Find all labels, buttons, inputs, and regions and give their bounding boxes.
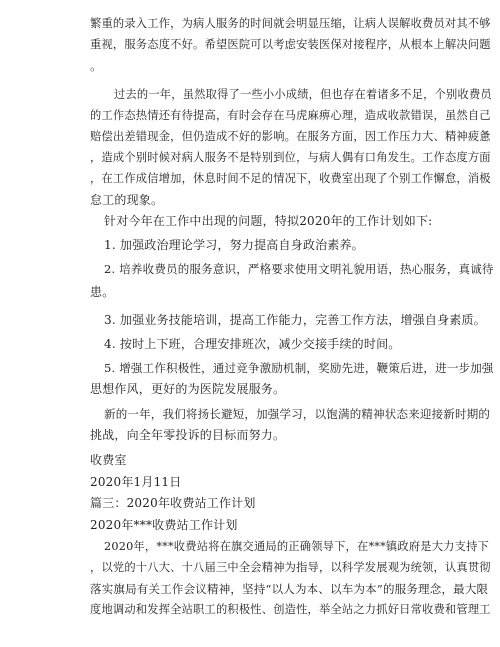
- section-heading: 篇三：2020年收费站工作计划: [90, 496, 256, 510]
- text-line: 新的一年，我们将扬长避短，加强学习，以饱满的精神状态来迎接新时期的: [104, 407, 491, 421]
- text-line: 思想作风，更好的为医院发展服务。: [90, 382, 286, 396]
- text-line: 挑战，向全年零投诉的目标而努力。: [90, 428, 286, 442]
- list-item: 4. 按时上下班，合理安排班次，减少交接手续的时间。: [104, 337, 401, 351]
- text-line: 重视，服务态度不好。希望医院可以考虑安装医保对接程序，从根本上解决问题: [90, 38, 491, 51]
- text-line: 落实旗局有关工作会议精神，坚持“以人为本、以车为本”的服务理念，最大限: [90, 582, 489, 596]
- text-line: ，在工作成信增加，休息时间不足的情况下，收费室出现了个别工作懈怠，消极: [90, 172, 491, 185]
- text-line: 患。: [90, 285, 115, 299]
- text-line: 的工作态热情还有待提高，有时会存在马虎麻痹心理，造成收款错误，虽然自己: [90, 109, 491, 122]
- text-line: 繁重的录入工作，为病人服务的时间就会明显压缩，让病人误解收费员对其不够: [90, 17, 491, 30]
- text-line: 。: [90, 59, 103, 73]
- text-line: ，以党的十八大、十八届三中全会精神为指导，以科学发展观为统领，认真贯彻: [90, 561, 491, 574]
- text-line: 怠工的现象。: [90, 193, 164, 207]
- text-line: ，造成个别时候对病人服务不是特别到位，与病人偶有口角发生。工作态度方面: [90, 151, 491, 164]
- text-line: 度地调动和发挥全站职工的积极性、创造性，举全站之力抓好日常收费和管理工: [90, 603, 491, 616]
- signature-department: 收费室: [90, 453, 127, 467]
- text-line: 2020年，***收费站将在旗交通局的正确领导下，在***镇政府是大力支持下: [104, 540, 489, 553]
- section-title: 2020年***收费站工作计划: [90, 518, 238, 532]
- list-item: 3. 加强业务技能培训，提高工作能力，完善工作方法，增强自身素质。: [104, 313, 486, 327]
- text-line: 针对今年在工作中出现的问题，特拟2020年的工作计划如下:: [104, 214, 433, 228]
- signature-date: 2020年1月11日: [90, 475, 182, 489]
- text-line: 过去的一年，虽然取得了一些小小成绩，但也存在着诸多不足，个别收费员: [114, 88, 492, 101]
- list-item: 5. 增强工作积极性，通过竞争激励机制，奖励先进，鞭策后进，进一步加强: [104, 361, 494, 375]
- list-item: 2. 培养收费员的服务意识，严格要求使用文明礼貌用语，热心服务，真诚待: [104, 262, 494, 276]
- list-item: 1. 加强政治理论学习，努力提高自身政治素养。: [104, 238, 364, 252]
- text-line: 赔偿出差错现金，但仍造成不好的影响。在服务方面，因工作压力大、精神疲惫: [90, 130, 491, 143]
